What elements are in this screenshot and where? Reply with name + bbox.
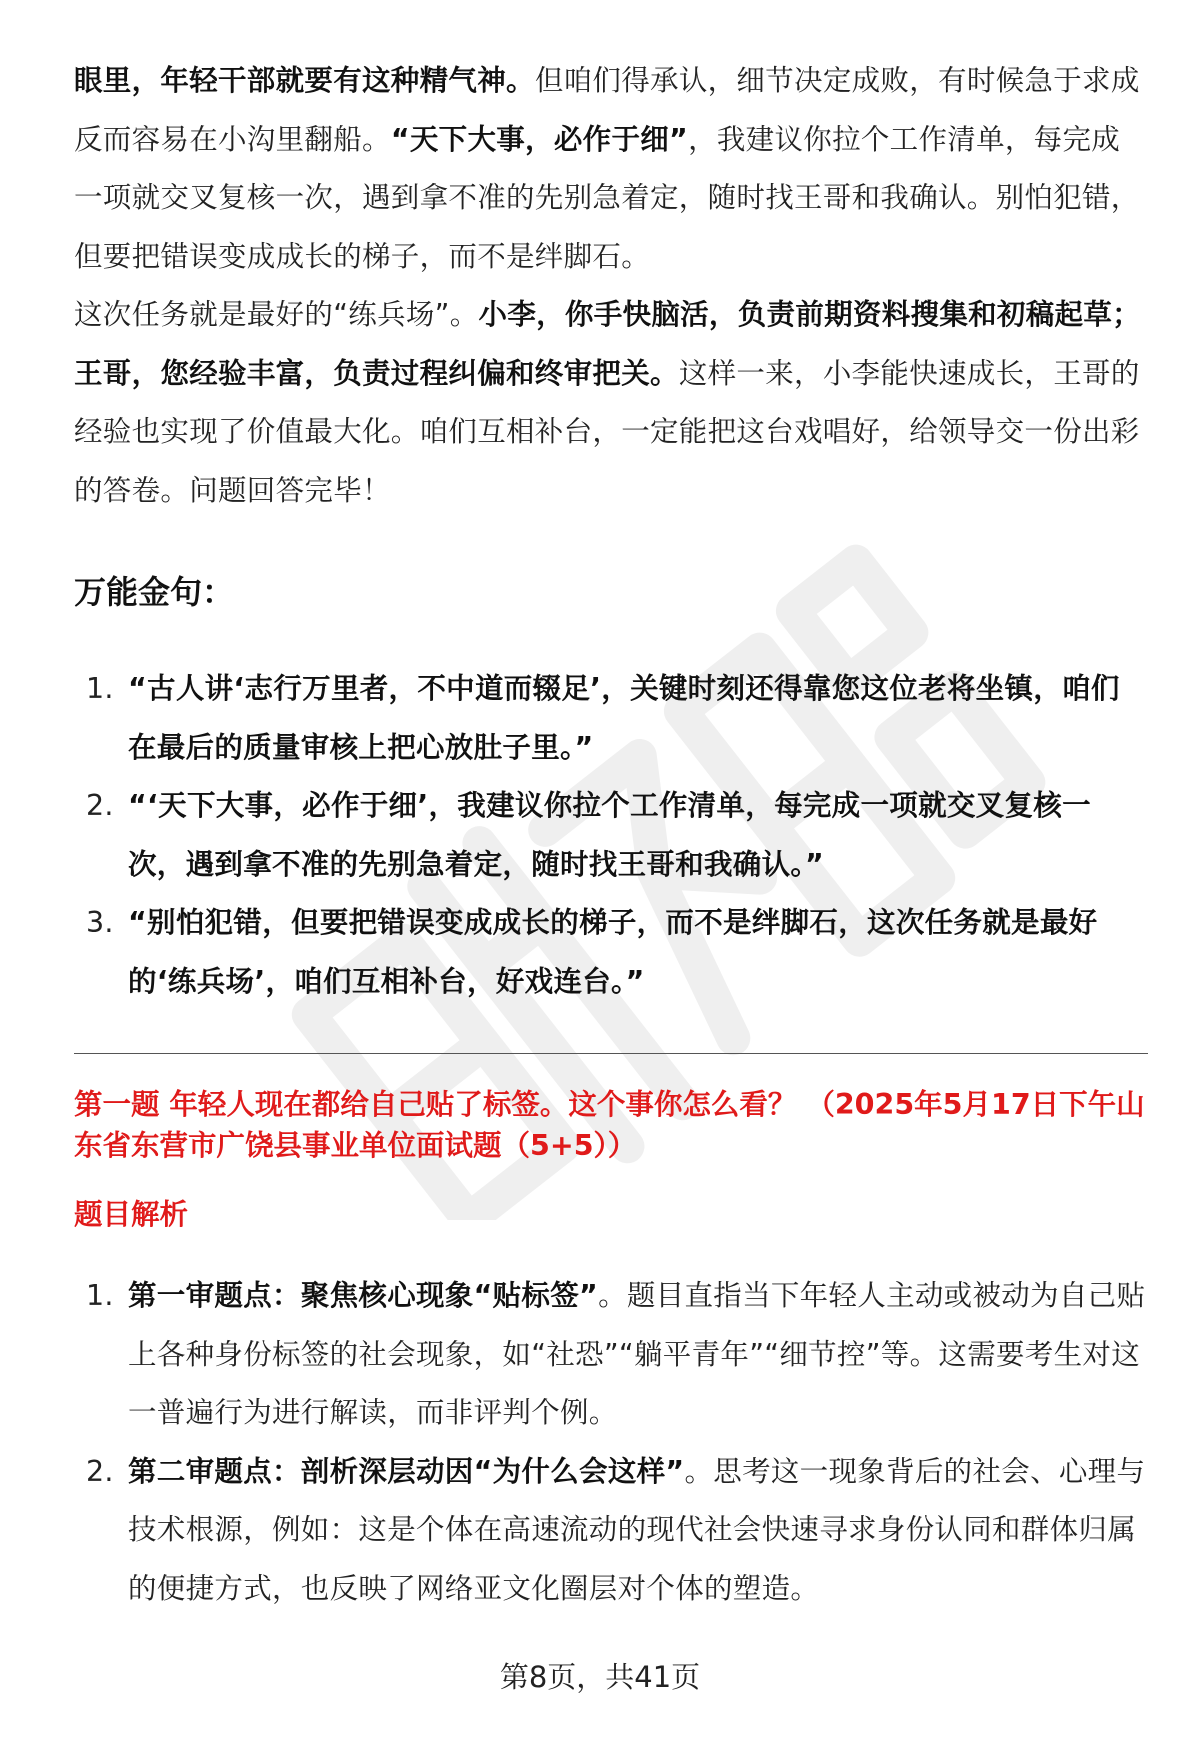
point-text: 。思考这一现象背后的社会、心理与技术根源，例如：这是个体在高速流动的现代社会快速寻求身份认同和群体归属的便捷方式，也反映了网络亚文化圈层对个体的塑造。 — [128, 1454, 1146, 1605]
list-item — [74, 777, 1148, 894]
list-item — [74, 1267, 1148, 1443]
point-heading: 第一审题点：聚焦核心现象“贴标签” — [128, 1279, 599, 1312]
golden-sentences-list — [74, 660, 1148, 1011]
list-number: 2. — [86, 1454, 114, 1488]
analysis-list — [74, 1267, 1148, 1618]
intro-text-4: 这样一来，小李能快速成长，王哥的经验也实现了价值最大化。咱们互相补台，一定能把这台戏唱好，给领导交一份出彩的答卷。问题回答完毕！ — [74, 356, 1140, 507]
section-divider — [74, 1053, 1148, 1054]
intro-bold-2: “天下大事，必作于细” — [390, 122, 689, 156]
intro-text-3: 这次任务就是最好的“练兵场”。 — [74, 298, 479, 331]
intro-bold-1: 眼里，年轻干部就要有这种精气神。 — [74, 64, 535, 97]
list-number: 3. — [86, 906, 114, 939]
question-title: 第一题 年轻人现在都给自己贴了标签。这个事你怎么看？ （2025年5月17日下午山东省东营市广饶县事业单位面试题（5+5）） — [74, 1088, 1145, 1162]
point-text: 。题目直指当下年轻人主动或被动为自己贴上各种身份标签的社会现象，如“社恐”“躺平青年”“细节控”等。这需要考生对这一普遍行为进行解读，而非评判个例。 — [128, 1279, 1146, 1429]
page-number-footer: 第8页，共41页 — [499, 1660, 701, 1694]
list-item — [74, 894, 1148, 1011]
list-number: 1. — [86, 1279, 114, 1312]
quote-text: “‘天下大事，必作于细’，我建议你拉个工作清单，每完成一项就交叉复核一次，遇到拿不准的先别急着定，随时找王哥和我确认。” — [128, 789, 1091, 881]
list-number: 2. — [86, 789, 114, 822]
document-content — [74, 52, 1148, 1618]
analysis-heading: 题目解析 — [74, 1198, 189, 1231]
quote-text: “别怕犯错，但要把错误变成成长的梯子，而不是绊脚石，这次任务就是最好的‘练兵场’，咱们互相补台，好戏连台。” — [128, 906, 1098, 998]
intro-paragraph-2 — [74, 286, 1148, 520]
golden-sentences-heading: 万能金句： — [74, 573, 235, 611]
intro-text-1: 但咱们得承认，细节决定成败，有时候急于求成反而容易在小沟里翻船。 — [74, 64, 1140, 156]
list-item — [74, 660, 1148, 777]
list-number: 1. — [86, 672, 114, 705]
intro-text-2: ，我建议你拉个工作清单，每完成一项就交叉复核一次，遇到拿不准的先别急着定，随时找王哥和我确认。别怕犯错，但要把错误变成成长的梯子，而不是绊脚石。 — [74, 122, 1140, 273]
intro-bold-3: 小李，你手快脑活，负责前期资料搜集和初稿起草；王哥，您经验丰富，负责过程纠偏和终审把关。 — [74, 298, 1141, 390]
list-item — [74, 1443, 1148, 1619]
intro-paragraph-1 — [74, 52, 1148, 286]
point-heading: 第二审题点：剖析深层动因“为什么会这样” — [128, 1454, 685, 1488]
quote-text: “古人讲‘志行万里者，不中道而辍足’，关键时刻还得靠您这位老将坐镇，咱们在最后的质量审核上把心放肚子里。” — [128, 672, 1120, 764]
